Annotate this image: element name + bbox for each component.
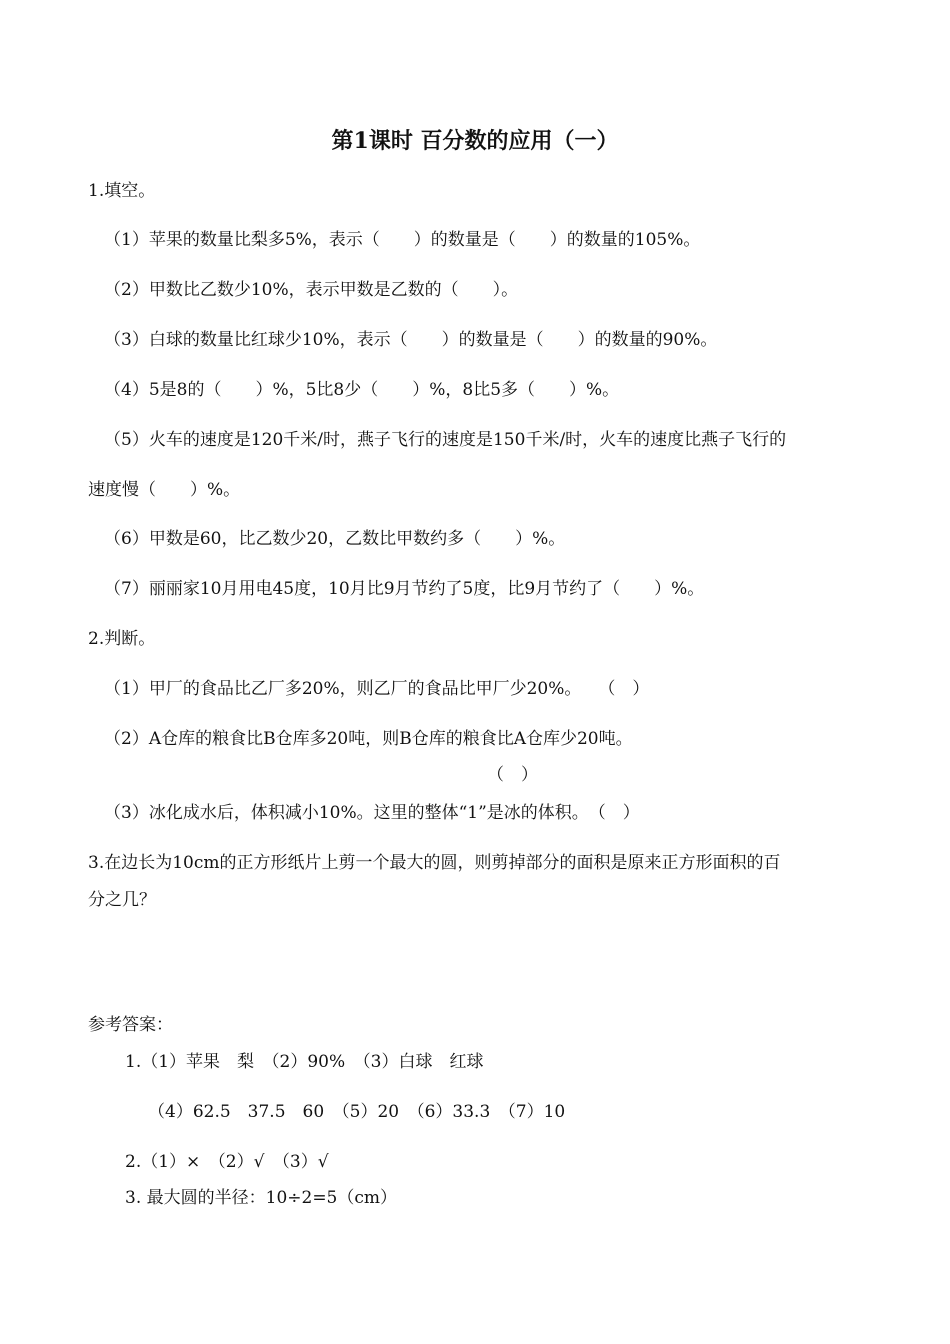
question-1-6: （6）甲数是60，比乙数少20，乙数比甲数约多（ ）%。 (104, 529, 566, 549)
question-1-2: （2）甲数比乙数少10%，表示甲数是乙数的（ ）。 (104, 280, 519, 300)
question-1-7: （7）丽丽家10月用电45度，10月比9月节约了5度，比9月节约了（ ）%。 (104, 579, 705, 599)
question-1-3: （3）白球的数量比红球少10%，表示（ ）的数量是（ ）的数量的90%。 (104, 330, 718, 350)
question-1-1: （1）苹果的数量比梨多5%，表示（ ）的数量是（ ）的数量的105%。 (104, 230, 701, 250)
question-3-continued: 分之几？ (88, 890, 156, 910)
question-1-5-continued: 速度慢（ ）%。 (88, 480, 241, 500)
answer-1-line-1: 1.（1）苹果 梨 （2）90% （3）白球 红球 (125, 1052, 484, 1072)
question-1-5: （5）火车的速度是120千米/时，燕子飞行的速度是150千米/时，火车的速度比燕子飞行的 (104, 430, 787, 450)
question-3: 3.在边长为10cm的正方形纸片上剪一个最大的圆，则剪掉部分的面积是原来正方形面积的百 (88, 853, 781, 873)
answer-1-line-2: （4）62.5 37.5 60 （5）20 （6）33.3 （7）10 (148, 1102, 566, 1122)
question-2-1: （1）甲厂的食品比乙厂多20%，则乙厂的食品比甲厂少20%。 （ ） (104, 679, 650, 699)
question-1-4: （4）5是8的（ ）%，5比8少（ ）%，8比5多（ ）%。 (104, 380, 620, 400)
answer-2: 2.（1）× （2）√ （3）√ (125, 1152, 329, 1172)
section-2-heading: 2.判断。 (88, 629, 156, 649)
page-title: 第1课时 百分数的应用（一） (331, 128, 619, 154)
answers-heading: 参考答案： (88, 1015, 173, 1035)
question-2-2-answer-bracket: （ ） (487, 765, 538, 785)
section-1-heading: 1.填空。 (88, 181, 156, 201)
question-2-2: （2）A仓库的粮食比B仓库多20吨，则B仓库的粮食比A仓库少20吨。 (104, 729, 633, 749)
question-2-3: （3）冰化成水后，体积减小10%。这里的整体“1”是冰的体积。 （ ） (104, 803, 640, 823)
answer-3: 3. 最大圆的半径：10÷2=5（cm） (125, 1188, 398, 1208)
